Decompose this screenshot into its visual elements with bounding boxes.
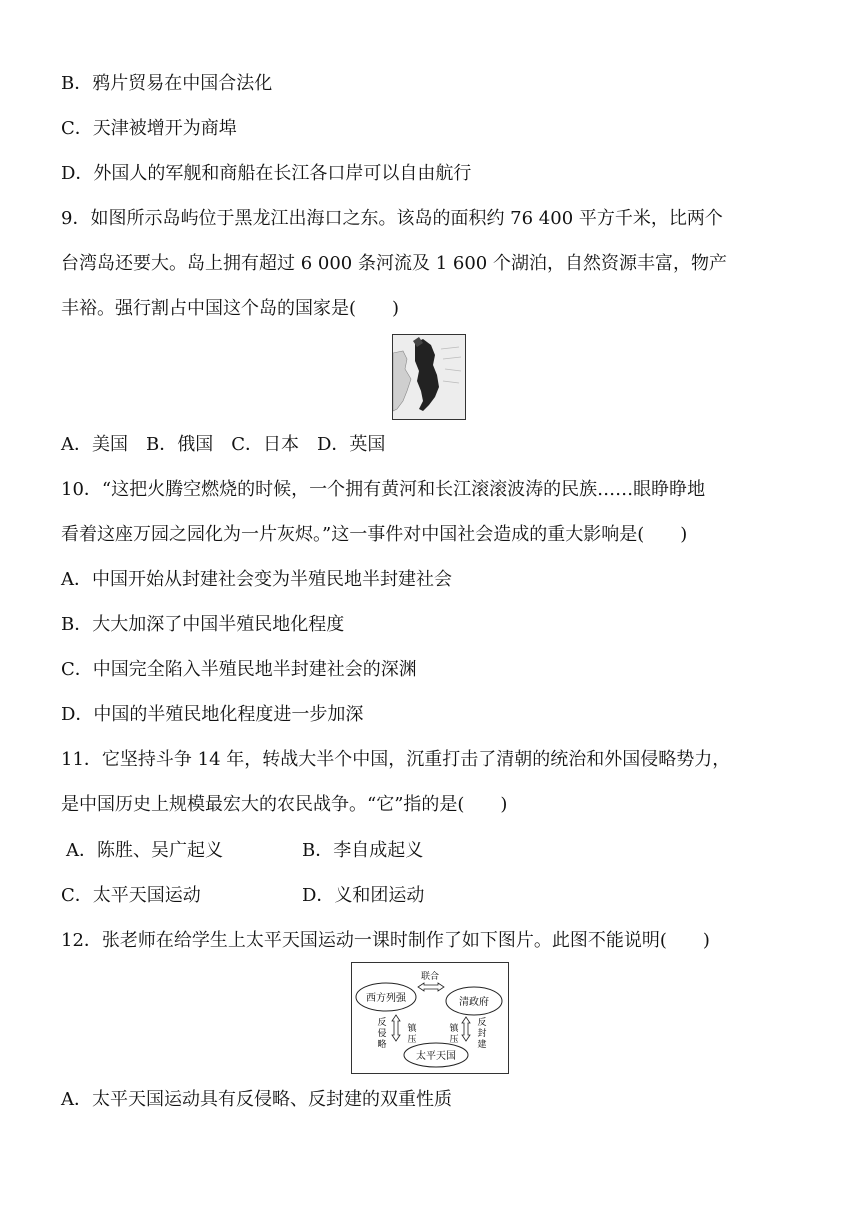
anti-aggression-label: 反侵略: [377, 1018, 387, 1050]
q12-option-a: A．太平天国运动具有反侵略、反封建的双重性质: [61, 1089, 452, 1110]
q12-stem-line-1: 12．张老师在给学生上太平天国运动一课时制作了如下图片。此图不能说明( ): [61, 930, 710, 951]
q11-option-a: A．陈胜、吴广起义: [66, 840, 223, 861]
q11-option-b: B．李自成起义: [302, 840, 424, 861]
qing-government-label: 清政府: [459, 997, 489, 1008]
suppress-label-left: 镇压: [407, 1024, 417, 1045]
taiping-label: 太平天国: [416, 1051, 456, 1062]
q10-option-c: C．中国完全陷入半殖民地半封建社会的深渊: [61, 659, 417, 680]
anti-feudal-label: 反封建: [477, 1018, 487, 1050]
alliance-arrow: [418, 983, 444, 991]
q10-option-a: A．中国开始从封建社会变为半殖民地半封建社会: [61, 569, 452, 590]
alliance-label: 联合: [420, 972, 440, 982]
q8-option-c: C．天津被增开为商埠: [61, 118, 237, 139]
west-powers-label: 西方列强: [366, 993, 406, 1004]
q9-stem-line-3: 丰裕。强行割占中国这个岛的国家是( ): [61, 298, 400, 319]
island-map-image: [393, 335, 465, 419]
q11-stem-line-1: 11．它坚持斗争 14 年，转战大半个中国，沉重打击了清朝的统治和外国侵略势力，: [61, 749, 731, 770]
q9-stem-line-2: 台湾岛还要大。岛上拥有超过 6 000 条河流及 1 600 个湖泊，自然资源丰富，物产: [61, 253, 727, 274]
west-taiping-arrow: [392, 1015, 400, 1041]
relations-diagram-svg: [352, 963, 508, 1073]
q8-option-b: B．鸦片贸易在中国合法化: [61, 73, 273, 94]
qing-taiping-arrow: [462, 1017, 470, 1041]
q8-option-d: D．外国人的军舰和商船在长江各口岸可以自由航行: [61, 163, 472, 184]
taiping-relations-diagram: [351, 962, 509, 1074]
island-map-figure: [392, 334, 466, 420]
q10-stem-line-2: 看着这座万园之园化为一片灰烬。”这一事件对中国社会造成的重大影响是( ): [61, 524, 688, 545]
q11-option-c: C．太平天国运动: [61, 885, 201, 906]
q11-option-d: D．义和团运动: [302, 885, 425, 906]
q9-stem-line-1: 9．如图所示岛屿位于黑龙江出海口之东。该岛的面积约 76 400 平方千米，比两个: [61, 208, 723, 229]
suppress-label-right: 镇压: [449, 1024, 459, 1045]
q10-option-b: B．大大加深了中国半殖民地化程度: [61, 614, 345, 635]
q9-options: A．美国 B．俄国 C．日本 D．英国: [61, 434, 386, 455]
q10-option-d: D．中国的半殖民地化程度进一步加深: [61, 704, 364, 725]
q10-stem-line-1: 10．“这把火腾空燃烧的时候，一个拥有黄河和长江滚滚波涛的民族……眼睁睁地: [61, 479, 706, 500]
q11-stem-line-2: 是中国历史上规模最宏大的农民战争。“它”指的是( ): [61, 794, 508, 815]
